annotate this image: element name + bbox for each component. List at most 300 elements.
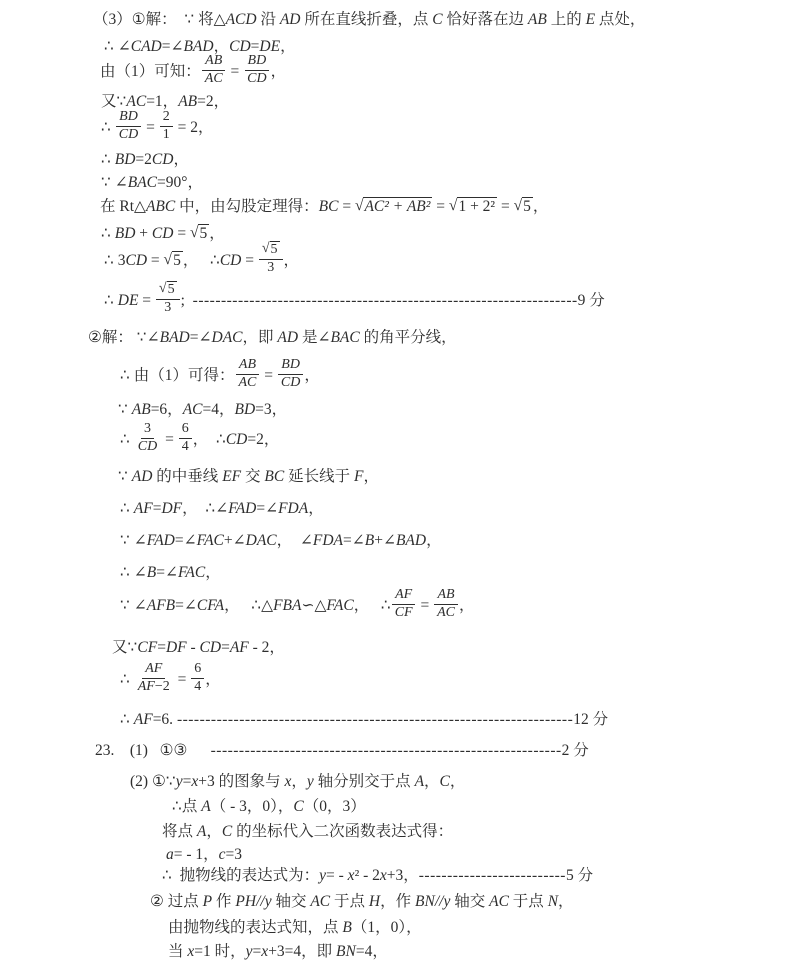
text-run: =4， bbox=[355, 943, 388, 960]
text-run: ， bbox=[426, 532, 442, 549]
text-run: 6 bbox=[194, 661, 202, 676]
text-run: 沿 bbox=[256, 11, 280, 28]
text-run: ， ∴∠ bbox=[182, 500, 229, 517]
fraction bbox=[392, 588, 416, 620]
math-text: AC bbox=[238, 374, 257, 390]
math-text: BAD bbox=[159, 329, 190, 346]
text-run: = bbox=[142, 118, 159, 136]
fraction-denominator bbox=[179, 439, 192, 455]
text-run: ②解： ∵∠ bbox=[88, 329, 160, 346]
math-text: FAC bbox=[196, 532, 224, 549]
text-run: 作 bbox=[212, 893, 236, 910]
text-run: 轴交 bbox=[271, 893, 311, 910]
text-run: = bbox=[157, 639, 166, 656]
text-run: 1 bbox=[162, 126, 170, 142]
text-run: 2 分 bbox=[561, 742, 589, 759]
text-run: 5 bbox=[199, 225, 208, 242]
text-run: ∴ bbox=[120, 500, 134, 517]
text-line bbox=[130, 772, 465, 792]
fraction-denominator bbox=[135, 679, 173, 695]
sqrt-expression bbox=[190, 225, 209, 242]
text-run: = - bbox=[326, 867, 348, 884]
fraction bbox=[244, 54, 269, 86]
text-line bbox=[118, 400, 287, 420]
math-text: AF bbox=[229, 639, 249, 656]
text-line bbox=[104, 281, 605, 317]
text-run: ∴ bbox=[101, 118, 115, 136]
math-text: AD bbox=[277, 329, 299, 346]
fraction-denominator bbox=[244, 71, 269, 87]
text-run: ， ∠ bbox=[276, 532, 313, 549]
text-run: ∴ 3 bbox=[104, 251, 126, 269]
math-text: DAC bbox=[211, 329, 243, 346]
text-run: ² - 2 bbox=[354, 867, 380, 884]
text-line bbox=[101, 173, 203, 193]
radicand bbox=[198, 224, 209, 242]
text-run: ， bbox=[458, 596, 475, 614]
math-text: BD bbox=[119, 109, 138, 124]
text-run: 又∵ bbox=[112, 639, 138, 656]
math-text: x bbox=[261, 943, 269, 960]
fraction bbox=[135, 422, 160, 454]
text-run: （0，3） bbox=[303, 798, 366, 815]
math-text: y bbox=[319, 867, 327, 884]
fraction bbox=[202, 54, 226, 86]
math-text: AB bbox=[527, 11, 547, 28]
text-run: =3 bbox=[225, 846, 243, 863]
math-text: BD bbox=[234, 401, 256, 418]
fraction bbox=[434, 588, 458, 620]
text-run: （3）①解： ∵ 将△ bbox=[93, 11, 226, 28]
text-run: =2， bbox=[197, 93, 230, 110]
math-text: AC bbox=[204, 70, 223, 86]
fraction-denominator bbox=[236, 375, 260, 391]
text-run: =90°， bbox=[157, 174, 203, 191]
text-run: ， bbox=[270, 62, 287, 80]
text-run: 4 bbox=[194, 678, 202, 694]
fraction bbox=[135, 662, 173, 694]
text-run: 的角平分线， bbox=[359, 329, 457, 346]
text-line bbox=[120, 357, 320, 392]
text-run: 9 分 bbox=[577, 291, 605, 309]
math-text: PH bbox=[235, 893, 257, 910]
math-text: // bbox=[256, 893, 265, 910]
text-run: ，作 bbox=[380, 893, 416, 910]
text-run: +∠ bbox=[374, 532, 396, 549]
math-text: x bbox=[187, 943, 195, 960]
math-text: CD bbox=[137, 438, 158, 454]
text-run: （1，0）， bbox=[351, 919, 422, 936]
radical-sign-icon: √ bbox=[158, 281, 167, 296]
math-text: CD bbox=[151, 151, 174, 168]
math-text: AD bbox=[131, 468, 153, 485]
text-run: ∴ bbox=[101, 151, 115, 168]
text-run: ， ∴ bbox=[353, 596, 391, 614]
math-text: E bbox=[585, 11, 596, 28]
text-run: 23. (1) ①③ bbox=[95, 742, 211, 759]
text-run: - bbox=[186, 639, 200, 656]
text-run: = bbox=[182, 773, 192, 790]
math-text: AD bbox=[279, 11, 301, 28]
fraction-denominator bbox=[434, 605, 458, 621]
text-run: = bbox=[252, 943, 262, 960]
math-text: FAC bbox=[326, 596, 354, 614]
text-line bbox=[100, 53, 287, 88]
text-run: = bbox=[432, 198, 449, 215]
text-run: 所在直线折叠，点 bbox=[300, 11, 433, 28]
text-line bbox=[101, 109, 214, 144]
radical-sign-icon: √ bbox=[261, 241, 270, 256]
text-run: ， bbox=[558, 893, 574, 910]
math-text: DAC bbox=[245, 532, 277, 549]
text-run: −2 bbox=[154, 678, 170, 694]
text-run: ， ∴△ bbox=[224, 596, 274, 614]
text-line bbox=[168, 942, 388, 962]
text-run: ， ∴ bbox=[182, 251, 220, 269]
text-run: = bbox=[497, 198, 514, 215]
math-text: y bbox=[245, 943, 253, 960]
text-line bbox=[101, 150, 189, 170]
text-run: ∴ bbox=[101, 225, 115, 242]
fraction-numerator bbox=[141, 422, 154, 439]
text-line bbox=[172, 797, 366, 817]
text-line bbox=[166, 845, 242, 865]
fraction-numerator bbox=[392, 588, 415, 605]
text-run: 轴交 bbox=[450, 893, 490, 910]
text-run: = 2， bbox=[173, 118, 214, 136]
text-run: =3， bbox=[255, 401, 288, 418]
math-text: y bbox=[264, 893, 272, 910]
text-run: =1， bbox=[146, 93, 179, 110]
text-run: =∠ bbox=[189, 329, 212, 346]
math-text: CD bbox=[125, 251, 148, 269]
text-line bbox=[120, 661, 221, 696]
radicand bbox=[167, 281, 177, 297]
math-text: C bbox=[293, 798, 304, 815]
text-run: 由抛物线的表达式知，点 bbox=[168, 919, 343, 936]
math-text: BN bbox=[415, 893, 435, 910]
math-text: FBA bbox=[273, 596, 302, 614]
text-run: 的坐标代入二次函数表达式得： bbox=[232, 823, 454, 840]
text-run: 恰好落在边 bbox=[442, 11, 528, 28]
text-run: =6. bbox=[152, 711, 177, 728]
fraction-numerator bbox=[278, 358, 303, 375]
fraction-denominator bbox=[392, 605, 416, 621]
radical-sign-icon: √ bbox=[189, 224, 199, 241]
math-text: BC bbox=[318, 198, 339, 215]
radicand bbox=[522, 197, 533, 215]
math-text: y bbox=[306, 773, 314, 790]
text-run: ② 过点 bbox=[150, 893, 203, 910]
text-run: 12 分 bbox=[573, 711, 609, 728]
math-text: C bbox=[439, 773, 450, 790]
math-text: AC bbox=[489, 893, 509, 910]
math-text: DE bbox=[259, 38, 281, 55]
math-text: CD bbox=[229, 38, 251, 55]
text-run: ， bbox=[209, 225, 225, 242]
math-text: CD bbox=[247, 70, 267, 86]
math-text: BD bbox=[247, 53, 267, 68]
math-text: x bbox=[379, 867, 387, 884]
math-text: DF bbox=[165, 639, 187, 656]
fraction-numerator bbox=[434, 588, 457, 605]
math-text: CD bbox=[199, 639, 222, 656]
text-line bbox=[120, 563, 221, 583]
text-run: = bbox=[152, 500, 162, 517]
text-run: ∵ bbox=[118, 401, 132, 418]
text-run: ∴ bbox=[120, 711, 134, 728]
text-run: 3 bbox=[267, 259, 275, 275]
math-text: AC bbox=[182, 401, 203, 418]
fraction-numerator bbox=[236, 358, 259, 375]
math-text: AF bbox=[137, 678, 155, 694]
text-line bbox=[120, 587, 475, 622]
dotted-leader: -------------------------------------------------------------- bbox=[210, 742, 562, 759]
text-run: =∠ bbox=[343, 532, 365, 549]
text-run: 的中垂线 bbox=[152, 468, 223, 485]
text-run: ， bbox=[173, 151, 189, 168]
text-run: ∴ bbox=[104, 291, 118, 309]
dotted-leader: -------------------------------------------------------------------- bbox=[192, 291, 578, 309]
text-run: 轴分别交于点 bbox=[313, 773, 415, 790]
text-run: ∴ bbox=[120, 670, 134, 688]
text-run: +3=4，即 bbox=[268, 943, 337, 960]
text-run: ， bbox=[291, 773, 307, 790]
text-run: 于点 bbox=[508, 893, 548, 910]
math-text: AB bbox=[178, 93, 198, 110]
text-run: 点处， bbox=[595, 11, 646, 28]
math-text: BD bbox=[281, 357, 300, 372]
text-run: = bbox=[173, 670, 191, 688]
math-text: DE bbox=[117, 291, 139, 309]
text-run: 将点 bbox=[162, 823, 197, 840]
math-text: CD bbox=[280, 374, 301, 390]
radicand bbox=[363, 197, 432, 215]
text-run: 5 bbox=[167, 282, 175, 297]
radical-sign-icon: √ bbox=[163, 250, 173, 268]
math-text: CF bbox=[394, 604, 413, 620]
text-run: =1 时， bbox=[194, 943, 246, 960]
text-run: =∠ bbox=[156, 564, 178, 581]
math-text: BAC bbox=[330, 329, 360, 346]
radicand bbox=[270, 241, 280, 257]
math-text: x bbox=[284, 773, 292, 790]
math-text: CF bbox=[137, 639, 158, 656]
math-text: CD bbox=[151, 225, 174, 242]
fraction bbox=[179, 422, 192, 454]
text-run: 5 bbox=[270, 242, 278, 257]
fraction-denominator bbox=[264, 260, 277, 276]
text-run: ∽△ bbox=[301, 596, 327, 614]
text-run: = bbox=[338, 198, 355, 215]
math-text: y bbox=[443, 893, 451, 910]
text-run: = bbox=[250, 38, 260, 55]
text-line bbox=[120, 421, 280, 456]
math-text: BC bbox=[264, 468, 285, 485]
text-run: 由（1）可知： bbox=[100, 62, 201, 80]
fraction-numerator bbox=[179, 422, 192, 439]
math-text: B bbox=[342, 919, 352, 936]
text-run: ∴ 抛物线的表达式为： bbox=[162, 867, 320, 884]
text-run: = bbox=[241, 251, 258, 269]
text-run: 于点 bbox=[330, 893, 369, 910]
text-run: 又∵ bbox=[101, 93, 127, 110]
text-run: ， bbox=[205, 670, 221, 688]
text-run: 4 bbox=[181, 438, 189, 454]
fraction bbox=[156, 283, 180, 315]
text-run: 1 + 2² bbox=[458, 198, 496, 215]
text-run: ， bbox=[304, 366, 320, 384]
sqrt-expression bbox=[355, 198, 432, 215]
text-run: +3 的图象与 bbox=[198, 773, 285, 790]
math-text: // bbox=[434, 893, 444, 910]
text-run: 交 bbox=[241, 468, 265, 485]
math-text: AC² + AB² bbox=[364, 198, 431, 215]
text-run: = bbox=[226, 62, 244, 80]
text-run: - 2， bbox=[248, 639, 285, 656]
sqrt-expression bbox=[449, 198, 497, 215]
math-text: EF bbox=[222, 468, 242, 485]
fraction-numerator bbox=[156, 283, 180, 300]
text-line bbox=[162, 822, 453, 842]
text-run: ∴ ∠ bbox=[104, 38, 131, 55]
math-text: BAC bbox=[127, 174, 158, 191]
radical-sign-icon: √ bbox=[354, 197, 364, 214]
fraction-denominator bbox=[116, 127, 141, 143]
radical-sign-icon: √ bbox=[448, 197, 458, 214]
text-run: ∵ ∠ bbox=[120, 596, 147, 614]
math-text: A bbox=[414, 773, 425, 790]
text-run: + bbox=[135, 225, 152, 242]
text-line bbox=[101, 224, 225, 244]
text-run: 5 bbox=[173, 251, 181, 269]
math-text: AC bbox=[126, 93, 147, 110]
math-text: AC bbox=[437, 604, 455, 620]
text-run: = bbox=[260, 366, 277, 384]
sqrt-expression bbox=[514, 198, 533, 215]
radical-sign-icon: √ bbox=[513, 197, 523, 214]
math-text: AF bbox=[133, 500, 153, 517]
text-run: ， bbox=[424, 773, 440, 790]
text-run: 6 bbox=[181, 421, 189, 436]
fraction bbox=[191, 662, 204, 694]
text-run: ， bbox=[213, 38, 230, 55]
math-text: x bbox=[191, 773, 199, 790]
math-text: B bbox=[146, 564, 157, 581]
math-text: CD bbox=[225, 430, 248, 448]
text-run: （ - 3，0）， bbox=[210, 798, 294, 815]
fraction-numerator bbox=[116, 110, 141, 127]
text-run: 2 bbox=[162, 109, 170, 124]
fraction-numerator bbox=[191, 662, 204, 679]
math-text: FAD bbox=[146, 532, 175, 549]
math-text: C bbox=[432, 11, 443, 28]
text-line bbox=[168, 918, 422, 938]
text-line bbox=[118, 467, 379, 487]
text-run: ∵ bbox=[118, 468, 132, 485]
math-text: CD bbox=[118, 126, 139, 142]
text-run: ∴ bbox=[120, 430, 134, 448]
text-run: =6， bbox=[150, 401, 183, 418]
fraction bbox=[259, 243, 283, 275]
math-text: P bbox=[202, 893, 213, 910]
math-text: CD bbox=[219, 251, 242, 269]
text-line bbox=[100, 197, 548, 217]
radicand bbox=[172, 251, 183, 269]
text-run: = bbox=[221, 639, 230, 656]
text-run: ∵ ∠ bbox=[101, 174, 128, 191]
math-text: F bbox=[353, 468, 364, 485]
math-text: AB bbox=[205, 53, 223, 68]
math-text: A bbox=[196, 823, 207, 840]
math-text: FDA bbox=[278, 500, 309, 517]
dotted-leader: ---------------------------------------------------------------------- bbox=[176, 711, 574, 728]
text-run: ， bbox=[205, 564, 221, 581]
text-line bbox=[120, 499, 324, 519]
text-run: = bbox=[147, 251, 164, 269]
fraction-numerator bbox=[259, 243, 283, 260]
math-text: AF bbox=[133, 711, 153, 728]
text-line bbox=[112, 638, 285, 658]
math-text: DF bbox=[161, 500, 183, 517]
text-run: 3 bbox=[143, 421, 151, 436]
text-run: +∠ bbox=[223, 532, 246, 549]
math-text: H bbox=[368, 893, 381, 910]
math-text: AF bbox=[145, 661, 163, 676]
text-line bbox=[93, 10, 645, 30]
text-run: = bbox=[161, 430, 178, 448]
math-text: AB bbox=[437, 587, 455, 602]
math-text: BN bbox=[336, 943, 356, 960]
math-text: A bbox=[201, 798, 211, 815]
math-text: c bbox=[218, 846, 226, 863]
fraction bbox=[116, 110, 141, 142]
text-run: 延长线于 bbox=[284, 468, 354, 485]
fraction-numerator bbox=[142, 662, 165, 679]
fraction-denominator bbox=[278, 375, 303, 391]
fraction-numerator bbox=[160, 110, 173, 127]
text-line bbox=[120, 710, 608, 730]
math-text: ACD bbox=[225, 11, 257, 28]
fraction-denominator bbox=[135, 439, 160, 455]
text-run: ， bbox=[280, 38, 296, 55]
math-text: x bbox=[347, 867, 355, 884]
text-run: =2 bbox=[135, 151, 152, 168]
text-run: = - 1， bbox=[173, 846, 219, 863]
sqrt-expression bbox=[164, 252, 183, 269]
dotted-leader: -------------------------- bbox=[418, 867, 566, 884]
text-run: =∠ bbox=[256, 500, 279, 517]
text-run: ， bbox=[283, 251, 300, 269]
text-run: ∴ ∠ bbox=[120, 564, 147, 581]
text-run: = bbox=[173, 225, 190, 242]
text-line bbox=[88, 328, 457, 348]
math-text: B bbox=[364, 532, 375, 549]
text-line bbox=[150, 892, 574, 912]
math-text: AB bbox=[238, 357, 256, 372]
text-run: = bbox=[416, 596, 434, 614]
math-text: CAD bbox=[130, 38, 162, 55]
math-text: BAD bbox=[395, 532, 427, 549]
text-run: =∠ bbox=[175, 596, 197, 614]
fraction-denominator bbox=[160, 127, 173, 143]
math-text: CFA bbox=[196, 596, 225, 614]
text-run: 3 bbox=[164, 299, 172, 315]
text-run: 上的 bbox=[546, 11, 586, 28]
text-run: ， bbox=[308, 500, 324, 517]
math-text: AB bbox=[131, 401, 151, 418]
text-run: ∴ 由（1）可得： bbox=[120, 366, 235, 384]
